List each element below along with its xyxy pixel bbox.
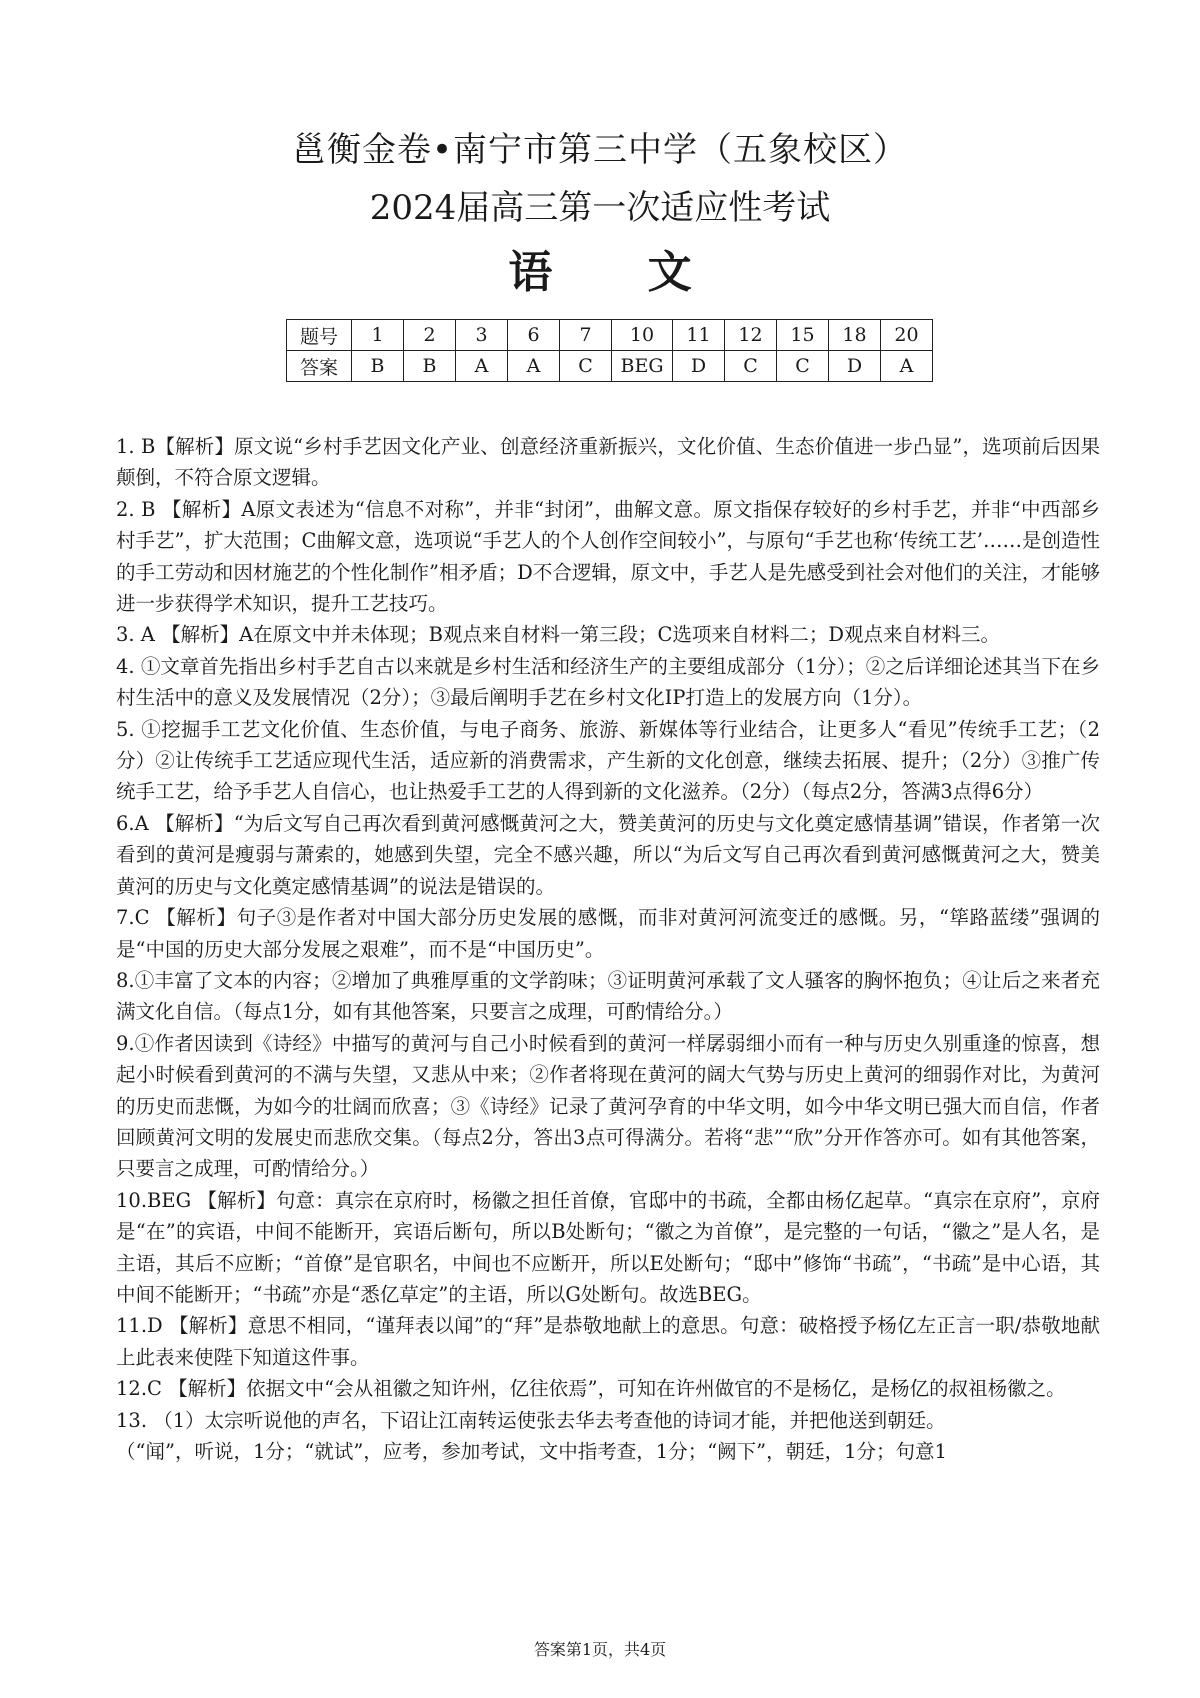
question-number: 1 [352,320,404,351]
question-number: 11 [673,320,725,351]
exam-series-title: 邕衡金卷•南宁市第三中学（五象校区） [291,130,909,170]
answer-value: C [560,351,612,382]
answer-value: C [777,351,829,382]
answer-value: BEG [612,351,673,382]
explanation-paragraph: 10.BEG 【解析】句意：真宗在京府时，杨徽之担任首僚，官邸中的书疏，全都由杨亿起草。“真宗在京府”，京府是“在”的宾语，中间不能断开，宾语后断句，所以B处断句；“徽之为首僚”，是完整的一句话，“徽之”是人名，是主语，其后不应断；“首僚”是官职名，中间也不应断开，所以E处断句；“邸中”修饰“书疏”，“书疏”是中心语，其中间不能断开；“书疏”亦是“悉亿草定”的主语，所以G处断句。故选BEG。 [116,1188,1100,1306]
question-number-row [287,320,933,351]
answer-value: D [829,351,881,382]
answer-value: A [456,351,508,382]
question-number: 15 [777,320,829,351]
answer-value: C [725,351,777,382]
explanation-paragraph: 8.①丰富了文本的内容；②增加了典雅厚重的文学韵味；③证明黄河承载了文人骚客的胸怀抱负；④让后之来者充满文化自信。（每点1分，如有其他答案，只要言之成理，可酌情给分。） [116,968,1100,1024]
explanation-body [116,431,1100,1467]
question-number: 7 [560,320,612,351]
explanation-paragraph: 4. ①文章首先指出乡村手艺自古以来就是乡村生活和经济生产的主要组成部分（1分）；②之后详细论述其当下在乡村生活中的意义及发展情况（2分）；③最后阐明手艺在乡村文化IP打造上的发展方向（1分）。 [116,654,1100,710]
explanation-paragraph: 5. ①挖掘手工艺文化价值、生态价值，与电子商务、旅游、新媒体等行业结合，让更多人“看见”传统手工艺；（2分）②让传统手工艺适应现代生活，适应新的消费需求，产生新的文化创意，继续去拓展、提升；（2分）③推广传统手工艺，给予手艺人自信心，也让热爱手工艺的人得到新的文化滋养。（2分）（每点2分，答满3点得6分） [116,717,1100,804]
explanation-paragraph: 13. （1）太宗听说他的声名，下诏让江南转运使张去华去考查他的诗词才能，并把他送到朝廷。 [116,1408,946,1432]
row-label-answer: 答案 [287,351,352,382]
explanation-paragraph: 2. B 【解析】A原文表述为“信息不对称”，并非“封闭”，曲解文意。原文指保存较好的乡村手艺，并非“中西部乡村手艺”，扩大范围；C曲解文意，选项说“手艺人的个人创作空间较小”，与原句“手艺也称‘传统工艺’……是创造性的手工劳动和因材施艺的个性化制作”相矛盾；D不合逻辑，原文中，手艺人是先感受到社会对他们的关注，才能够进一步获得学术知识，提升工艺技巧。 [116,497,1100,616]
explanation-paragraph: （“闻”，听说，1分；“就试”，应考，参加考试，文中指考查，1分；“阙下”，朝廷，1分；句意1 [116,1440,947,1463]
answer-value: A [508,351,560,382]
subject-title: 语 文 [508,247,732,298]
explanation-paragraph: 6.A 【解析】“为后文写自己再次看到黄河感慨黄河之大，赞美黄河的历史与文化奠定感情基调”错误，作者第一次看到的黄河是瘦弱与萧索的，她感到失望，完全不感兴趣，所以“为后文写自己再次看到黄河感慨黄河之大，赞美黄河的历史与文化奠定感情基调”的说法是错误的。 [116,811,1100,898]
explanation-paragraph: 7.C 【解析】句子③是作者对中国大部分历史发展的感慨，而非对黄河河流变迁的感慨。另，“筚路蓝缕”强调的是“中国的历史大部分发展之艰难”，而不是“中国历史”。 [116,906,1100,961]
question-number: 18 [829,320,881,351]
question-number: 12 [725,320,777,351]
question-number: 2 [404,320,456,351]
question-number: 3 [456,320,508,351]
answer-value: D [673,351,725,382]
answer-row [287,351,933,382]
explanation-paragraph: 9.①作者因读到《诗经》中描写的黄河与自己小时候看到的黄河一样孱弱细小而有一种与历史久别重逢的惊喜，想起小时候看到黄河的不满与失望，又悲从中来；②作者将现在黄河的阔大气势与历史上黄河的细弱作对比，为黄河的历史而悲慨，为如今的壮阔而欣喜；③《诗经》记录了黄河孕育的中华文明，如今中华文明已强大而自信，作者回顾黄河文明的发展史而悲欣交集。（每点2分，答出3点可得满分。若将“悲”“欣”分开作答亦可。如有其他答案，只要言之成理，可酌情给分。） [116,1031,1100,1181]
question-number: 10 [612,320,673,351]
explanation-paragraph: 3. A 【解析】A在原文中并未体现；B观点来自材料一第三段；C选项来自材料二；D观点来自材料三。 [116,623,1001,647]
explanation-paragraph: 12.C 【解析】依据文中“会从祖徽之知许州，亿往依焉”，可知在许州做官的不是杨亿，是杨亿的叔祖杨徽之。 [116,1377,1066,1401]
answer-key-table [286,319,933,382]
row-label-question: 题号 [287,320,352,351]
page-number-footer: 答案第1页，共4页 [533,1640,667,1659]
answer-value: B [404,351,456,382]
explanation-paragraph: 11.D 【解析】意思不相同，“谨拜表以闻”的“拜”是恭敬地献上的意思。句意：破格授予杨亿左正言一职/恭敬地献上此表来使陛下知道这件事。 [116,1314,1100,1369]
answer-value: B [352,351,404,382]
exam-name-title: 2024届高三第一次适应性考试 [369,188,831,228]
question-number: 20 [881,320,933,351]
explanation-paragraph: 1. B【解析】原文说“乡村手艺因文化产业、创意经济重新振兴，文化价值、生态价值进一步凸显”，选项前后因果颠倒，不符合原文逻辑。 [116,435,1100,490]
answer-value: A [881,351,933,382]
question-number: 6 [508,320,560,351]
